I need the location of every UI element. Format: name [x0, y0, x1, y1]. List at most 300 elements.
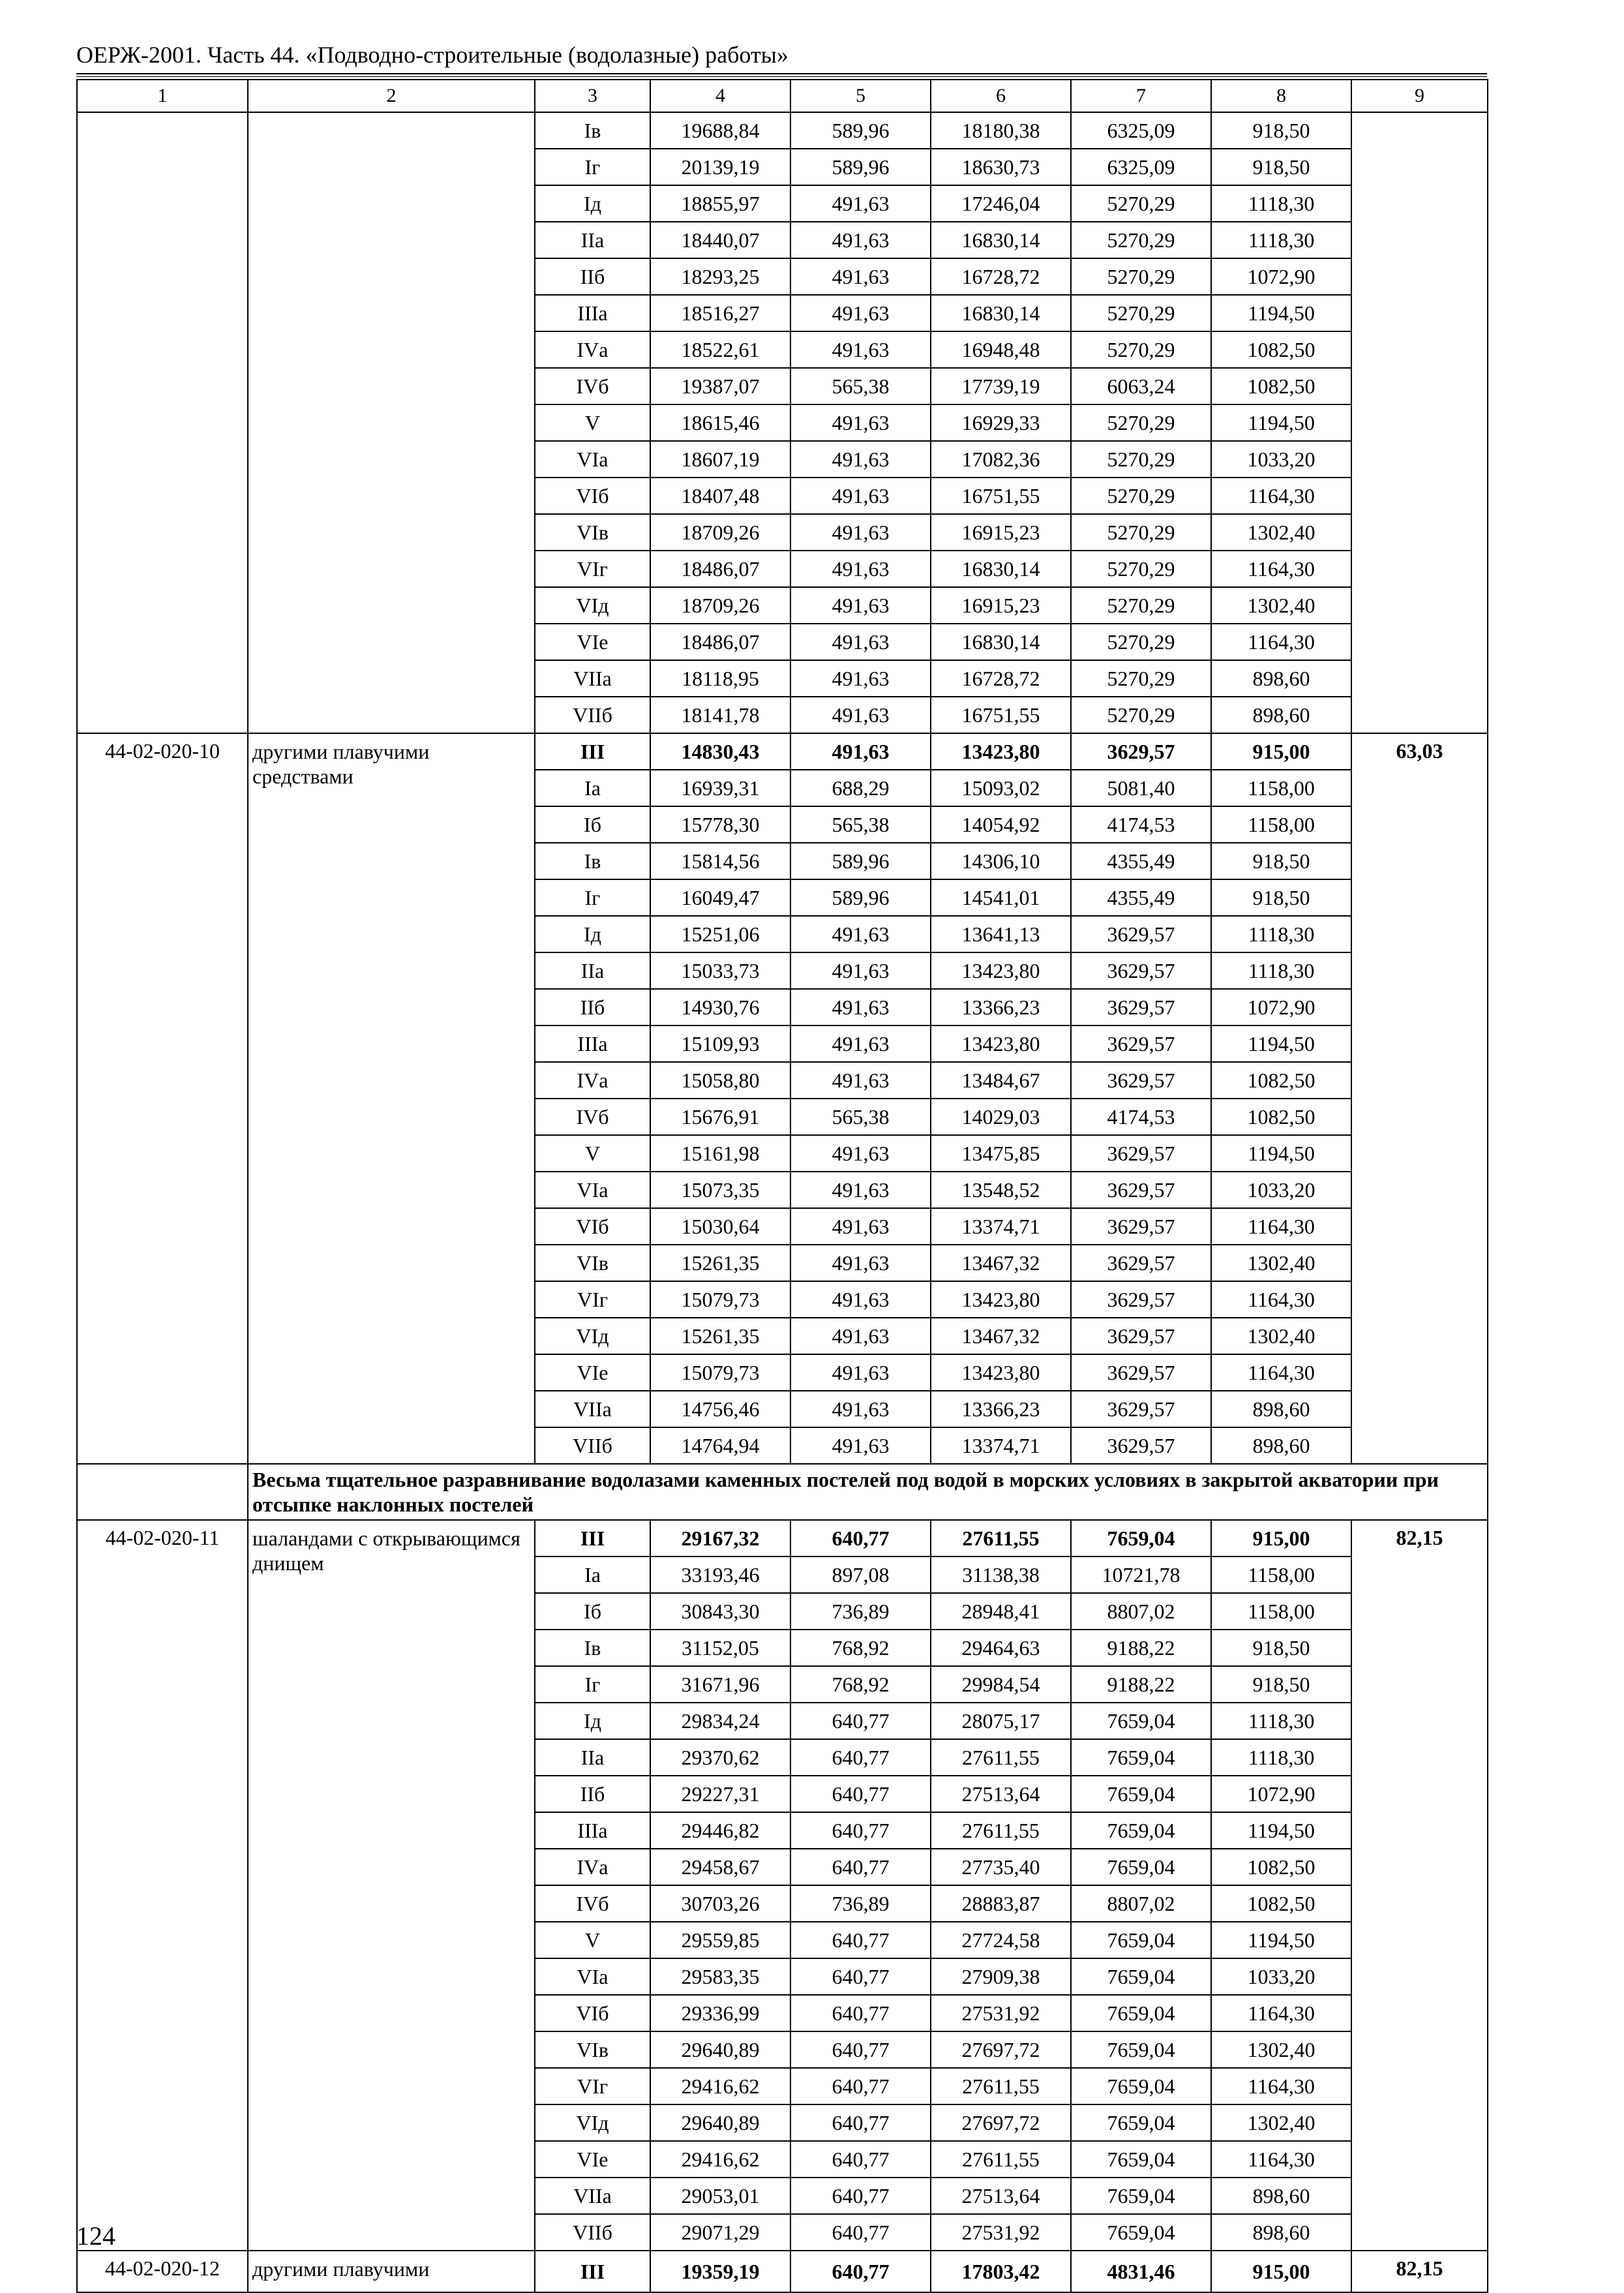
zone-cell: VIе: [535, 624, 650, 660]
column-number: 9: [1351, 80, 1488, 112]
wages-cell: 491,63: [790, 952, 931, 989]
total-cost-cell: 29458,67: [650, 1849, 790, 1885]
total-cost-cell: 16049,47: [650, 879, 790, 916]
zone-cell: VIб: [535, 1208, 650, 1245]
machines-cell: 31138,38: [931, 1557, 1071, 1593]
wages-cell: 491,63: [790, 514, 931, 551]
machinists-wages-cell: 5081,40: [1071, 770, 1211, 806]
machinists-wages-cell: 6325,09: [1071, 149, 1211, 185]
machinists-wages-cell: 7659,04: [1071, 1520, 1211, 1557]
work-name-cell: [248, 112, 535, 733]
zone-cell: Iв: [535, 843, 650, 879]
machinists-wages-cell: 3629,57: [1071, 1135, 1211, 1172]
total-cost-cell: 18615,46: [650, 404, 790, 441]
zone-cell: VIIб: [535, 697, 650, 733]
materials-cell: 1072,90: [1211, 1776, 1351, 1812]
zone-cell: IVб: [535, 368, 650, 404]
machines-cell: 16751,55: [931, 478, 1071, 514]
zone-cell: Iд: [535, 916, 650, 952]
machinists-wages-cell: 3629,57: [1071, 1354, 1211, 1391]
zone-cell: Iг: [535, 879, 650, 916]
work-name-cell: другими плавучими средствами: [248, 733, 535, 1464]
machines-cell: 18630,73: [931, 149, 1071, 185]
wages-cell: 491,63: [790, 1281, 931, 1318]
materials-cell: 898,60: [1211, 2214, 1351, 2251]
materials-cell: 1033,20: [1211, 441, 1351, 478]
materials-cell: 1033,20: [1211, 1172, 1351, 1208]
zone-cell: VIIб: [535, 1427, 650, 1464]
wages-cell: 491,63: [790, 1135, 931, 1172]
table-row: [77, 733, 1488, 770]
zone-cell: Iг: [535, 149, 650, 185]
total-cost-cell: 29336,99: [650, 1995, 790, 2031]
machinists-wages-cell: 5270,29: [1071, 624, 1211, 660]
zone-cell: IIIа: [535, 295, 650, 331]
materials-cell: 1158,00: [1211, 770, 1351, 806]
machinists-wages-cell: 5270,29: [1071, 222, 1211, 258]
materials-cell: 915,00: [1211, 2251, 1351, 2292]
total-cost-cell: 31152,05: [650, 1630, 790, 1666]
wages-cell: 640,77: [790, 1776, 931, 1812]
total-cost-cell: 29071,29: [650, 2214, 790, 2251]
total-cost-cell: 15778,30: [650, 806, 790, 843]
materials-cell: 1118,30: [1211, 916, 1351, 952]
materials-cell: 1164,30: [1211, 2141, 1351, 2178]
machinists-wages-cell: 7659,04: [1071, 1849, 1211, 1885]
machinists-wages-cell: 7659,04: [1071, 1958, 1211, 1995]
machines-cell: 27611,55: [931, 2141, 1071, 2178]
wages-cell: 491,63: [790, 441, 931, 478]
machines-cell: 16830,14: [931, 624, 1071, 660]
zone-cell: VIе: [535, 1354, 650, 1391]
zone-cell: VIIа: [535, 660, 650, 697]
rate-code-cell: 44-02-020-12: [77, 2251, 248, 2292]
machines-cell: 16728,72: [931, 258, 1071, 295]
wages-cell: 589,96: [790, 149, 931, 185]
wages-cell: 491,63: [790, 295, 931, 331]
machines-cell: 16830,14: [931, 551, 1071, 587]
machines-cell: 16830,14: [931, 222, 1071, 258]
machinists-wages-cell: 5270,29: [1071, 185, 1211, 222]
machinists-wages-cell: 7659,04: [1071, 2178, 1211, 2214]
zone-cell: V: [535, 404, 650, 441]
materials-cell: 898,60: [1211, 1427, 1351, 1464]
total-cost-cell: 29583,35: [650, 1958, 790, 1995]
machinists-wages-cell: 3629,57: [1071, 733, 1211, 770]
machines-cell: 29984,54: [931, 1666, 1071, 1703]
total-cost-cell: 18407,48: [650, 478, 790, 514]
total-cost-cell: 20139,19: [650, 149, 790, 185]
materials-cell: 1164,30: [1211, 1208, 1351, 1245]
materials-cell: 1158,00: [1211, 1593, 1351, 1630]
total-cost-cell: 18118,95: [650, 660, 790, 697]
wages-cell: 491,63: [790, 660, 931, 697]
machinists-wages-cell: 4355,49: [1071, 879, 1211, 916]
wages-cell: 589,96: [790, 112, 931, 149]
wages-cell: 491,63: [790, 1172, 931, 1208]
materials-cell: 1164,30: [1211, 478, 1351, 514]
wages-cell: 491,63: [790, 697, 931, 733]
zone-cell: VIа: [535, 441, 650, 478]
machines-cell: 27513,64: [931, 2178, 1071, 2214]
column-number: 1: [77, 80, 248, 112]
machinists-wages-cell: 5270,29: [1071, 258, 1211, 295]
wages-cell: 640,77: [790, 2178, 931, 2214]
materials-cell: 1072,90: [1211, 989, 1351, 1025]
wages-cell: 640,77: [790, 2141, 931, 2178]
materials-cell: 1118,30: [1211, 952, 1351, 989]
machines-cell: 28883,87: [931, 1885, 1071, 1922]
wages-cell: 640,77: [790, 1958, 931, 1995]
zone-cell: Iв: [535, 112, 650, 149]
zone-cell: Iа: [535, 770, 650, 806]
total-cost-cell: 15109,93: [650, 1025, 790, 1062]
machinists-wages-cell: 7659,04: [1071, 1995, 1211, 2031]
machines-cell: 13423,80: [931, 1281, 1071, 1318]
machines-cell: 28948,41: [931, 1593, 1071, 1630]
machinists-wages-cell: 5270,29: [1071, 551, 1211, 587]
wages-cell: 491,63: [790, 733, 931, 770]
zone-cell: IVб: [535, 1885, 650, 1922]
materials-cell: 1082,50: [1211, 1849, 1351, 1885]
column-number: 7: [1071, 80, 1211, 112]
machines-cell: 13366,23: [931, 1391, 1071, 1427]
work-name-cell: шаландами с открывающимся днищем: [248, 1520, 535, 2251]
wages-cell: 768,92: [790, 1630, 931, 1666]
column-number: 2: [248, 80, 535, 112]
machines-cell: 27611,55: [931, 1739, 1071, 1776]
wages-cell: 491,63: [790, 916, 931, 952]
section-heading: Весьма тщательное разравнивание водолазами каменных постелей под водой в морских условиях в закрытой акватории при отсыпке наклонных постелей: [248, 1464, 1488, 1520]
total-cost-cell: 14764,94: [650, 1427, 790, 1464]
materials-cell: 1082,50: [1211, 331, 1351, 368]
machines-cell: 17739,19: [931, 368, 1071, 404]
machinists-wages-cell: 6325,09: [1071, 112, 1211, 149]
machines-cell: 13423,80: [931, 733, 1071, 770]
total-cost-cell: 33193,46: [650, 1557, 790, 1593]
total-cost-cell: 19359,19: [650, 2251, 790, 2292]
machines-cell: 13641,13: [931, 916, 1071, 952]
machines-cell: 14306,10: [931, 843, 1071, 879]
table-row: [77, 1520, 1488, 1557]
machinists-wages-cell: 6063,24: [1071, 368, 1211, 404]
machines-cell: 27611,55: [931, 1520, 1071, 1557]
wages-cell: 736,89: [790, 1885, 931, 1922]
zone-cell: IVа: [535, 1062, 650, 1099]
wages-cell: 491,63: [790, 624, 931, 660]
materials-cell: 1194,50: [1211, 1922, 1351, 1958]
materials-cell: 918,50: [1211, 1630, 1351, 1666]
materials-cell: 1164,30: [1211, 551, 1351, 587]
wages-cell: 491,63: [790, 222, 931, 258]
machinists-wages-cell: 8807,02: [1071, 1885, 1211, 1922]
materials-cell: 915,00: [1211, 1520, 1351, 1557]
zone-cell: IVа: [535, 331, 650, 368]
total-cost-cell: 15261,35: [650, 1318, 790, 1354]
machinists-wages-cell: 3629,57: [1071, 916, 1211, 952]
total-cost-cell: 29416,62: [650, 2141, 790, 2178]
wages-cell: 688,29: [790, 770, 931, 806]
labor-cost-cell: 82,15: [1351, 1520, 1488, 2251]
machines-cell: 27531,92: [931, 1995, 1071, 2031]
zone-cell: VIв: [535, 2031, 650, 2068]
zone-cell: IIа: [535, 222, 650, 258]
machines-cell: 13374,71: [931, 1427, 1071, 1464]
total-cost-cell: 14830,43: [650, 733, 790, 770]
total-cost-cell: 18522,61: [650, 331, 790, 368]
machines-cell: 29464,63: [931, 1630, 1071, 1666]
materials-cell: 1194,50: [1211, 1025, 1351, 1062]
column-number: 4: [650, 80, 790, 112]
total-cost-cell: 15251,06: [650, 916, 790, 952]
total-cost-cell: 31671,96: [650, 1666, 790, 1703]
wages-cell: 491,63: [790, 1391, 931, 1427]
zone-cell: Iг: [535, 1666, 650, 1703]
zone-cell: Iб: [535, 1593, 650, 1630]
total-cost-cell: 30703,26: [650, 1885, 790, 1922]
total-cost-cell: 15261,35: [650, 1245, 790, 1281]
machinists-wages-cell: 7659,04: [1071, 2031, 1211, 2068]
zone-cell: IIIа: [535, 1025, 650, 1062]
materials-cell: 918,50: [1211, 879, 1351, 916]
total-cost-cell: 18607,19: [650, 441, 790, 478]
materials-cell: 1158,00: [1211, 1557, 1351, 1593]
materials-cell: 1302,40: [1211, 1245, 1351, 1281]
materials-cell: 1082,50: [1211, 1099, 1351, 1135]
materials-cell: 1164,30: [1211, 2068, 1351, 2104]
materials-cell: 1158,00: [1211, 806, 1351, 843]
total-cost-cell: 14756,46: [650, 1391, 790, 1427]
materials-cell: 898,60: [1211, 2178, 1351, 2214]
machinists-wages-cell: 3629,57: [1071, 952, 1211, 989]
total-cost-cell: 18516,27: [650, 295, 790, 331]
zone-cell: III: [535, 733, 650, 770]
materials-cell: 1082,50: [1211, 368, 1351, 404]
machinists-wages-cell: 5270,29: [1071, 404, 1211, 441]
total-cost-cell: 29834,24: [650, 1703, 790, 1739]
wages-cell: 640,77: [790, 1812, 931, 1849]
wages-cell: 491,63: [790, 1208, 931, 1245]
machinists-wages-cell: 7659,04: [1071, 2141, 1211, 2178]
total-cost-cell: 18855,97: [650, 185, 790, 222]
machines-cell: 13467,32: [931, 1245, 1071, 1281]
machines-cell: 14541,01: [931, 879, 1071, 916]
column-number-row: [77, 80, 1488, 112]
zone-cell: VIв: [535, 1245, 650, 1281]
labor-cost-cell: 82,15: [1351, 2251, 1488, 2292]
wages-cell: 565,38: [790, 1099, 931, 1135]
machines-cell: 16929,33: [931, 404, 1071, 441]
machinists-wages-cell: 7659,04: [1071, 2104, 1211, 2141]
wages-cell: 640,77: [790, 2104, 931, 2141]
labor-cost-cell: 63,03: [1351, 733, 1488, 1464]
zone-cell: Iд: [535, 185, 650, 222]
running-header: ОЕРЖ-2001. Часть 44. «Подводно-строительные (водолазные) работы»: [76, 42, 789, 68]
section-spacer-cell: [77, 1464, 248, 1520]
machinists-wages-cell: 5270,29: [1071, 478, 1211, 514]
total-cost-cell: 29640,89: [650, 2031, 790, 2068]
machines-cell: 16830,14: [931, 295, 1071, 331]
total-cost-cell: 29370,62: [650, 1739, 790, 1776]
wages-cell: 491,63: [790, 1062, 931, 1099]
wages-cell: 491,63: [790, 1354, 931, 1391]
zone-cell: III: [535, 1520, 650, 1557]
materials-cell: 1164,30: [1211, 624, 1351, 660]
zone-cell: IVб: [535, 1099, 650, 1135]
machines-cell: 13548,52: [931, 1172, 1071, 1208]
zone-cell: Iа: [535, 1557, 650, 1593]
zone-cell: V: [535, 1135, 650, 1172]
machines-cell: 27724,58: [931, 1922, 1071, 1958]
machinists-wages-cell: 7659,04: [1071, 1776, 1211, 1812]
wages-cell: 491,63: [790, 587, 931, 624]
machinists-wages-cell: 4355,49: [1071, 843, 1211, 879]
machinists-wages-cell: 5270,29: [1071, 295, 1211, 331]
materials-cell: 1194,50: [1211, 404, 1351, 441]
zone-cell: IIIа: [535, 1812, 650, 1849]
materials-cell: 1118,30: [1211, 185, 1351, 222]
machines-cell: 27697,72: [931, 2104, 1071, 2141]
machinists-wages-cell: 10721,78: [1071, 1557, 1211, 1593]
machines-cell: 27513,64: [931, 1776, 1071, 1812]
machinists-wages-cell: 3629,57: [1071, 1281, 1211, 1318]
total-cost-cell: 14930,76: [650, 989, 790, 1025]
wages-cell: 640,77: [790, 1520, 931, 1557]
machines-cell: 13484,67: [931, 1062, 1071, 1099]
machinists-wages-cell: 3629,57: [1071, 1062, 1211, 1099]
wages-cell: 736,89: [790, 1593, 931, 1630]
zone-cell: VIе: [535, 2141, 650, 2178]
wages-cell: 565,38: [790, 806, 931, 843]
machines-cell: 13374,71: [931, 1208, 1071, 1245]
machinists-wages-cell: 3629,57: [1071, 989, 1211, 1025]
materials-cell: 918,50: [1211, 843, 1351, 879]
zone-cell: VIв: [535, 514, 650, 551]
wages-cell: 589,96: [790, 879, 931, 916]
materials-cell: 1302,40: [1211, 1318, 1351, 1354]
materials-cell: 1082,50: [1211, 1885, 1351, 1922]
header-rule-thin: [76, 76, 1487, 77]
zone-cell: VIа: [535, 1172, 650, 1208]
total-cost-cell: 15058,80: [650, 1062, 790, 1099]
materials-cell: 898,60: [1211, 1391, 1351, 1427]
materials-cell: 1118,30: [1211, 222, 1351, 258]
machines-cell: 14029,03: [931, 1099, 1071, 1135]
machines-cell: 18180,38: [931, 112, 1071, 149]
total-cost-cell: 15161,98: [650, 1135, 790, 1172]
machinists-wages-cell: 3629,57: [1071, 1025, 1211, 1062]
total-cost-cell: 29640,89: [650, 2104, 790, 2141]
machines-cell: 13423,80: [931, 1354, 1071, 1391]
total-cost-cell: 18486,07: [650, 624, 790, 660]
total-cost-cell: 19688,84: [650, 112, 790, 149]
machinists-wages-cell: 7659,04: [1071, 1739, 1211, 1776]
zone-cell: Iв: [535, 1630, 650, 1666]
machinists-wages-cell: 5270,29: [1071, 697, 1211, 733]
machines-cell: 27735,40: [931, 1849, 1071, 1885]
machines-cell: 15093,02: [931, 770, 1071, 806]
total-cost-cell: 18709,26: [650, 587, 790, 624]
wages-cell: 491,63: [790, 1025, 931, 1062]
total-cost-cell: 15033,73: [650, 952, 790, 989]
machinists-wages-cell: 7659,04: [1071, 1922, 1211, 1958]
machinists-wages-cell: 5270,29: [1071, 331, 1211, 368]
wages-cell: 491,63: [790, 404, 931, 441]
wages-cell: 640,77: [790, 2031, 931, 2068]
zone-cell: VIа: [535, 1958, 650, 1995]
materials-cell: 1164,30: [1211, 1354, 1351, 1391]
machinists-wages-cell: 4831,46: [1071, 2251, 1211, 2292]
machines-cell: 27697,72: [931, 2031, 1071, 2068]
machines-cell: 17803,42: [931, 2251, 1071, 2292]
wages-cell: 640,77: [790, 2251, 931, 2292]
machinists-wages-cell: 3629,57: [1071, 1245, 1211, 1281]
zone-cell: IIб: [535, 989, 650, 1025]
wages-cell: 640,77: [790, 1703, 931, 1739]
zone-cell: VIд: [535, 587, 650, 624]
machines-cell: 27611,55: [931, 2068, 1071, 2104]
machines-cell: 17082,36: [931, 441, 1071, 478]
wages-cell: 640,77: [790, 1849, 931, 1885]
page-number: 124: [76, 2221, 115, 2251]
zone-cell: VIг: [535, 2068, 650, 2104]
zone-cell: VIб: [535, 1995, 650, 2031]
materials-cell: 1302,40: [1211, 2104, 1351, 2141]
total-cost-cell: 29559,85: [650, 1922, 790, 1958]
zone-cell: VIд: [535, 2104, 650, 2141]
machinists-wages-cell: 5270,29: [1071, 514, 1211, 551]
zone-cell: IIа: [535, 1739, 650, 1776]
machines-cell: 13467,32: [931, 1318, 1071, 1354]
total-cost-cell: 18486,07: [650, 551, 790, 587]
materials-cell: 1072,90: [1211, 258, 1351, 295]
materials-cell: 1194,50: [1211, 1812, 1351, 1849]
rate-code-cell: 44-02-020-11: [77, 1520, 248, 2251]
section-heading-row: [77, 1464, 1488, 1520]
zone-cell: III: [535, 2251, 650, 2292]
rate-code-cell: 44-02-020-10: [77, 733, 248, 1464]
materials-cell: 918,50: [1211, 149, 1351, 185]
machines-cell: 16751,55: [931, 697, 1071, 733]
wages-cell: 640,77: [790, 2068, 931, 2104]
materials-cell: 1164,30: [1211, 1281, 1351, 1318]
machinists-wages-cell: 3629,57: [1071, 1208, 1211, 1245]
zone-cell: IVа: [535, 1849, 650, 1885]
materials-cell: 1194,50: [1211, 295, 1351, 331]
total-cost-cell: 30843,30: [650, 1593, 790, 1630]
zone-cell: VIб: [535, 478, 650, 514]
zone-cell: Iд: [535, 1703, 650, 1739]
table-row: [77, 2251, 1488, 2292]
wages-cell: 491,63: [790, 185, 931, 222]
zone-cell: IIб: [535, 258, 650, 295]
machines-cell: 16948,48: [931, 331, 1071, 368]
machines-cell: 27611,55: [931, 1812, 1071, 1849]
total-cost-cell: 15079,73: [650, 1281, 790, 1318]
wages-cell: 640,77: [790, 1739, 931, 1776]
machines-cell: 17246,04: [931, 185, 1071, 222]
machinists-wages-cell: 7659,04: [1071, 2214, 1211, 2251]
wages-cell: 897,08: [790, 1557, 931, 1593]
total-cost-cell: 18709,26: [650, 514, 790, 551]
machines-cell: 13423,80: [931, 952, 1071, 989]
zone-cell: VIг: [535, 551, 650, 587]
machinists-wages-cell: 5270,29: [1071, 441, 1211, 478]
machinists-wages-cell: 4174,53: [1071, 1099, 1211, 1135]
machinists-wages-cell: 5270,29: [1071, 587, 1211, 624]
zone-cell: VIIб: [535, 2214, 650, 2251]
wages-cell: 491,63: [790, 551, 931, 587]
